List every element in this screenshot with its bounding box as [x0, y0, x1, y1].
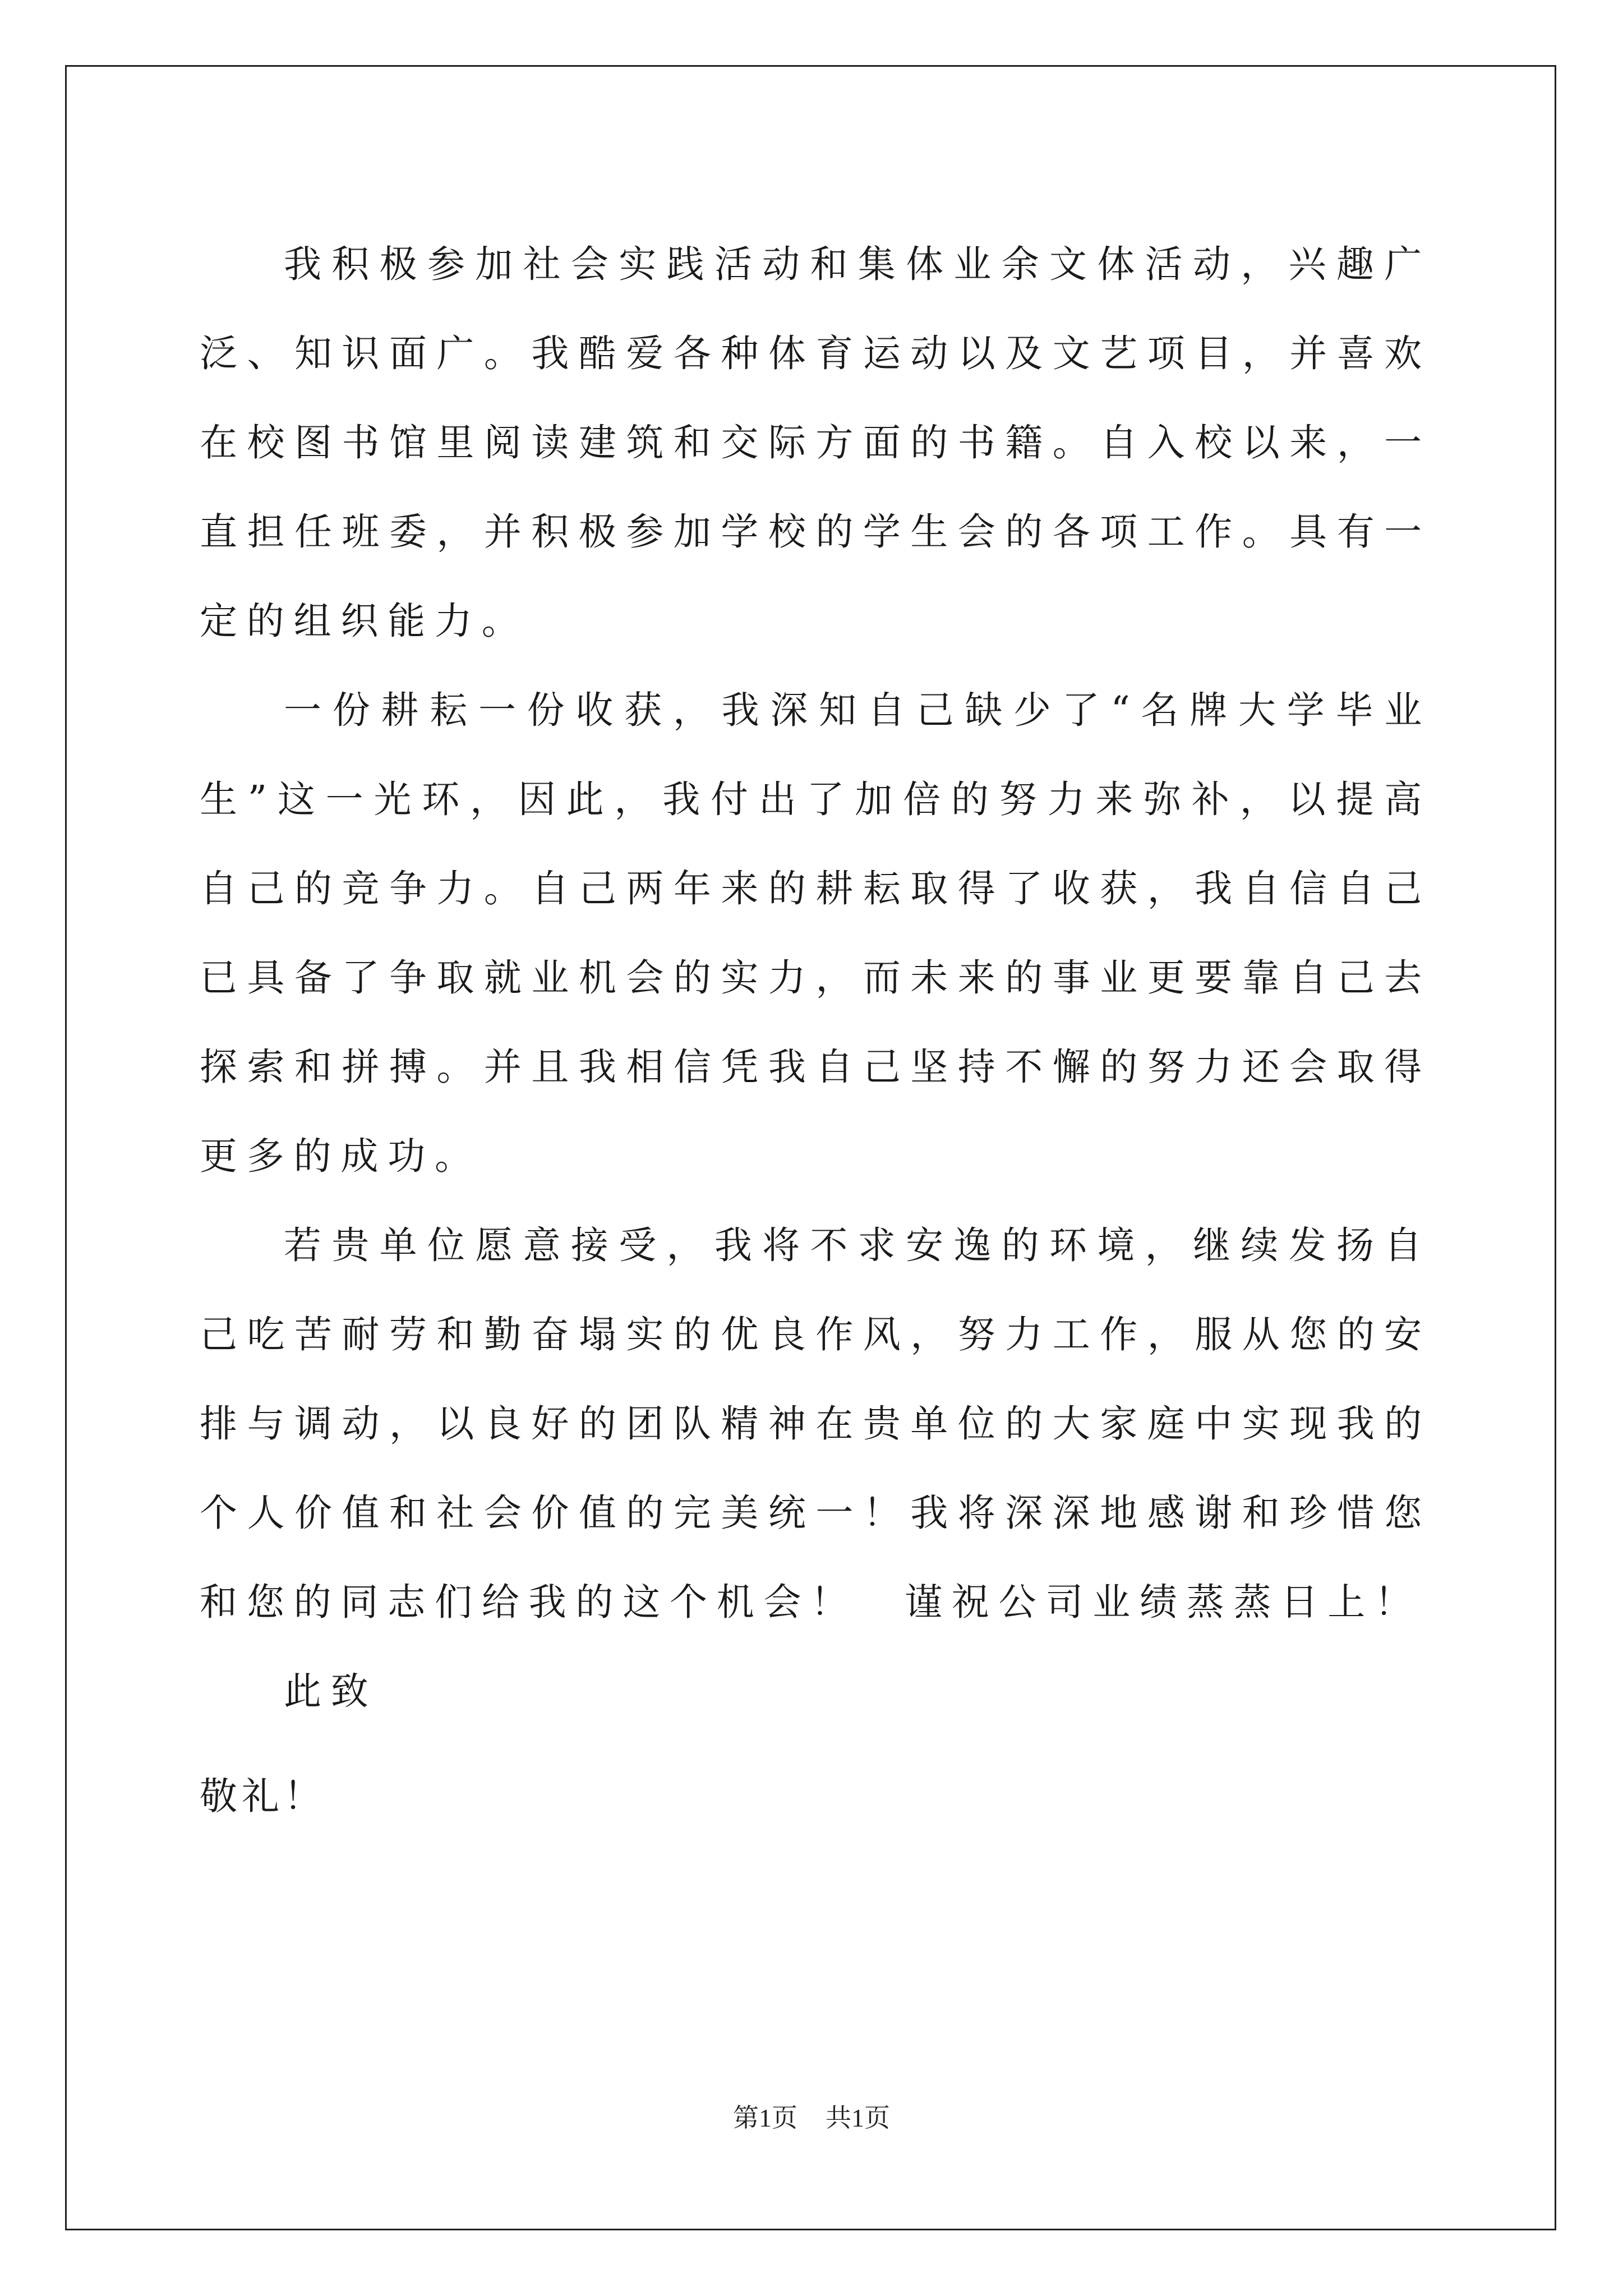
letter-body — [200, 220, 1431, 1841]
paragraph-effort: 一份耕耘一份收获，我深知自己缺少了“名牌大学毕业生”这一光环，因此，我付出了加倍的努力来弥补，以提高自己的竞争力。自己两年来的耕耘取得了收获，我自信自己已具备了争取就业机会的实力，而未来的事业更要靠自己去探索和拼搏。并且我相信凭我自己坚持不懈的努力还会取得更多的成功。 — [200, 688, 1431, 1178]
closing-line: 此致 — [284, 1669, 378, 1713]
page-footer — [0, 2101, 1623, 2135]
paragraph-activities: 我积极参加社会实践活动和集体业余文体活动，兴趣广泛、知识面广。我酷爱各种体育运动以及文艺项目，并喜欢在校图书馆里阅读建筑和交际方面的书籍。自入校以来，一直担任班委，并积极参加学校的学生会的各项工作。具有一定的组织能力。 — [200, 242, 1431, 643]
salutation-line: 敬礼！ — [200, 1774, 326, 1818]
paragraph-commitment: 若贵单位愿意接受，我将不求安逸的环境，继续发扬自己吃苦耐劳和勤奋塌实的优良作风，努力工作，服从您的安排与调动，以良好的团队精神在贵单位的大家庭中实现我的个人价值和社会价值的完美统一！我将深深地感谢和珍惜您和您的同志们给我的这个机会！ 谨祝公司业绩蒸蒸日上！ — [200, 1223, 1431, 1624]
page-number-total: 共1页 — [826, 2104, 890, 2132]
page-number-current: 第1页 — [733, 2104, 797, 2132]
